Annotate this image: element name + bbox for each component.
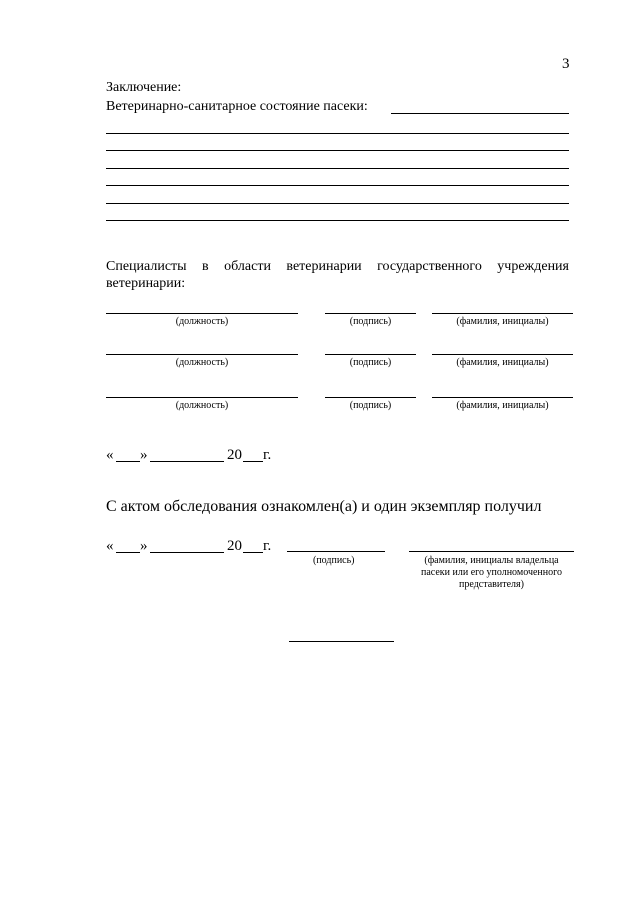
name-caption-2: (фамилия, инициалы) xyxy=(456,357,549,368)
position-caption-3: (должность) xyxy=(175,400,229,411)
owner-caption-line3: представителя) xyxy=(459,579,524,590)
position-field-1[interactable] xyxy=(106,313,298,314)
acknowledgement-text: С актом обследования ознакомлен(а) и один экземпляр получил xyxy=(106,498,542,515)
signature-caption-1: (подпись) xyxy=(349,316,392,327)
owner-caption-line1: (фамилия, инициалы владельца xyxy=(424,555,559,566)
date-close-quote: » xyxy=(140,447,148,463)
conclusion-line-6[interactable] xyxy=(106,220,569,221)
signature-field-1[interactable] xyxy=(325,313,416,314)
date-close-quote: » xyxy=(140,538,148,554)
year-field-1[interactable] xyxy=(243,461,263,462)
year-prefix: 20 xyxy=(227,447,242,463)
position-field-2[interactable] xyxy=(106,354,298,355)
month-field-1[interactable] xyxy=(150,461,224,462)
conclusion-line-5[interactable] xyxy=(106,203,569,204)
date-line-2 xyxy=(106,537,286,557)
name-caption-3: (фамилия, инициалы) xyxy=(456,400,549,411)
year-field-2[interactable] xyxy=(243,552,263,553)
page-number: 3 xyxy=(562,56,570,72)
position-field-3[interactable] xyxy=(106,397,298,398)
signature-field-3[interactable] xyxy=(325,397,416,398)
month-field-2[interactable] xyxy=(150,552,224,553)
day-field-1[interactable] xyxy=(116,461,140,462)
signature-caption-3: (подпись) xyxy=(349,400,392,411)
apiary-state-label: Ветеринарно-санитарное состояние пасеки: xyxy=(106,99,368,114)
signature-caption-2: (подпись) xyxy=(349,357,392,368)
end-separator xyxy=(289,641,394,642)
conclusion-line-4[interactable] xyxy=(106,185,569,186)
date-line-1 xyxy=(106,446,286,466)
conclusion-line-3[interactable] xyxy=(106,168,569,169)
acknowledgement-signature-field[interactable] xyxy=(287,551,385,552)
year-suffix: г. xyxy=(263,538,272,554)
conclusion-line-2[interactable] xyxy=(106,150,569,151)
specialists-intro-line2: ветеринарии: xyxy=(106,276,186,291)
conclusion-heading: Заключение: xyxy=(106,80,182,95)
conclusion-line-1[interactable] xyxy=(106,133,569,134)
date-open-quote: « xyxy=(106,447,114,463)
year-suffix: г. xyxy=(263,447,272,463)
owner-caption xyxy=(409,555,574,591)
day-field-2[interactable] xyxy=(116,552,140,553)
owner-name-field[interactable] xyxy=(409,551,574,552)
specialists-intro-line1: Специалисты в области ветеринарии государственного учреждения xyxy=(106,259,569,274)
position-caption-2: (должность) xyxy=(175,357,229,368)
name-field-1[interactable] xyxy=(432,313,573,314)
name-field-2[interactable] xyxy=(432,354,573,355)
position-caption-1: (должность) xyxy=(175,316,229,327)
signature-field-2[interactable] xyxy=(325,354,416,355)
name-field-3[interactable] xyxy=(432,397,573,398)
apiary-state-field[interactable] xyxy=(391,113,569,114)
date-open-quote: « xyxy=(106,538,114,554)
owner-caption-line2: пасеки или его уполномоченного xyxy=(421,567,562,578)
year-prefix: 20 xyxy=(227,538,242,554)
name-caption-1: (фамилия, инициалы) xyxy=(456,316,549,327)
acknowledgement-signature-caption: (подпись) xyxy=(313,555,355,566)
